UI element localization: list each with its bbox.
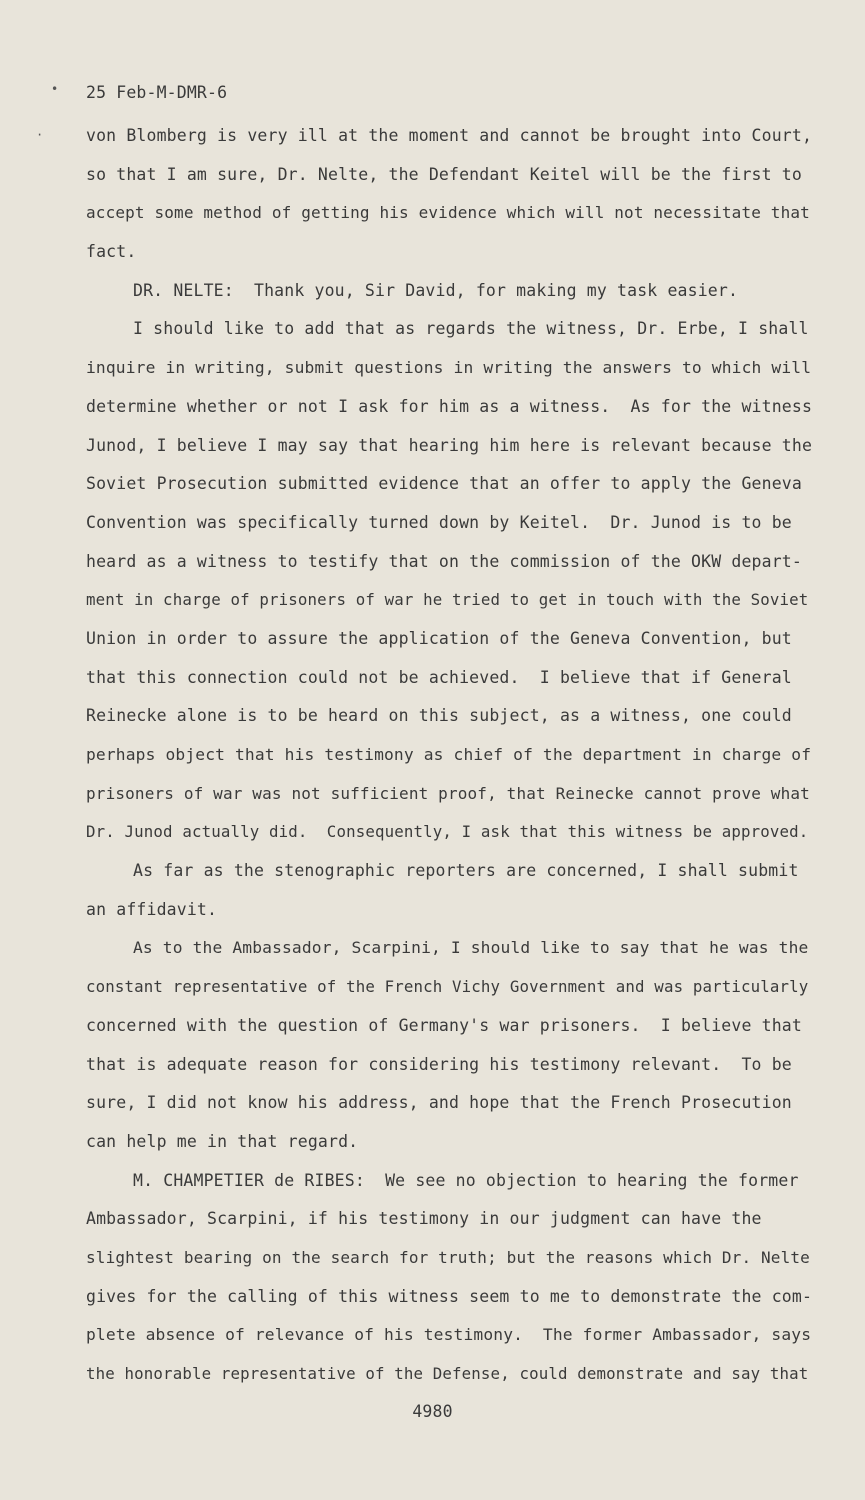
transcript-line: plete absence of relevance of his testimony. The former Ambassador, says <box>86 1325 812 1345</box>
transcript-line: can help me in that regard. <box>86 1131 359 1151</box>
transcript-line: prisoners of war was not sufficient proof, that Reinecke cannot prove what <box>86 783 810 803</box>
transcript-body <box>86 117 816 1394</box>
transcript-line: so that I am sure, Dr. Nelte, the Defendant Keitel will be the first to <box>86 164 802 184</box>
transcript-line: accept some method of getting his evidence which will not necessitate that <box>86 203 810 223</box>
transcript-line: the honorable representative of the Defense, could demonstrate and say that <box>86 1364 809 1383</box>
transcript-line: heard as a witness to testify that on the commission of the OKW depart- <box>86 551 802 571</box>
transcript-line: gives for the calling of this witness seem to me to demonstrate the com- <box>86 1286 813 1306</box>
transcript-line: determine whether or not I ask for him as a witness. As for the witness <box>86 396 813 416</box>
transcript-line: Convention was specifically turned down by Keitel. Dr. Junod is to be <box>86 512 792 532</box>
transcript-line: inquire in writing, submit questions in writing the answers to which will <box>86 358 812 378</box>
transcript-line: perhaps object that his testimony as chief of the department in charge of <box>86 745 812 764</box>
transcript-line: that is adequate reason for considering his testimony relevant. To be <box>86 1054 792 1074</box>
transcript-line: As far as the stenographic reporters are concerned, I shall submit <box>133 861 799 881</box>
transcript-line: von Blomberg is very ill at the moment and cannot be brought into Court, <box>86 126 813 145</box>
transcript-line: sure, I did not know his address, and hope that the French Prosecution <box>86 1093 792 1113</box>
transcript-line: that this connection could not be achieved. I believe that if General <box>86 667 792 687</box>
margin-mark: • <box>51 82 59 96</box>
transcript-line: Dr. Junod actually did. Consequently, I ask that this witness be approved. <box>86 822 809 842</box>
transcript-line: M. CHAMPETIER de RIBES: We see no objection to hearing the former <box>133 1170 799 1190</box>
page-number: 4980 <box>412 1402 453 1421</box>
transcript-line: slightest bearing on the search for truth; but the reasons which Dr. Nelte <box>86 1247 810 1267</box>
transcript-line: DR. NELTE: Thank you, Sir David, for making my task easier. <box>133 280 739 300</box>
transcript-line: Soviet Prosecution submitted evidence that an offer to apply the Geneva <box>86 474 802 494</box>
transcript-line: I should like to add that as regards the witness, Dr. Erbe, I shall <box>133 319 809 339</box>
transcript-line: fact. <box>86 242 137 262</box>
transcript-line: concerned with the question of Germany's war prisoners. I believe that <box>86 1015 802 1035</box>
transcript-line: Union in order to assure the application of the Geneva Convention, but <box>86 628 792 648</box>
transcript-line: Ambassador, Scarpini, if his testimony in our judgment can have the <box>86 1209 762 1229</box>
page-header: 25 Feb-M-DMR-6 <box>86 83 228 102</box>
transcript-line: ment in charge of prisoners of war he tried to get in touch with the Soviet <box>86 590 809 610</box>
transcript-line: Reinecke alone is to be heard on this subject, as a witness, one could <box>86 706 792 726</box>
transcript-line: constant representative of the French Vichy Government and was particularly <box>86 977 809 997</box>
margin-mark: · <box>36 128 44 142</box>
transcript-line: As to the Ambassador, Scarpini, I should like to say that he was the <box>133 938 809 958</box>
transcript-line: an affidavit. <box>86 899 218 919</box>
transcript-line: Junod, I believe I may say that hearing him here is relevant because the <box>86 435 813 455</box>
